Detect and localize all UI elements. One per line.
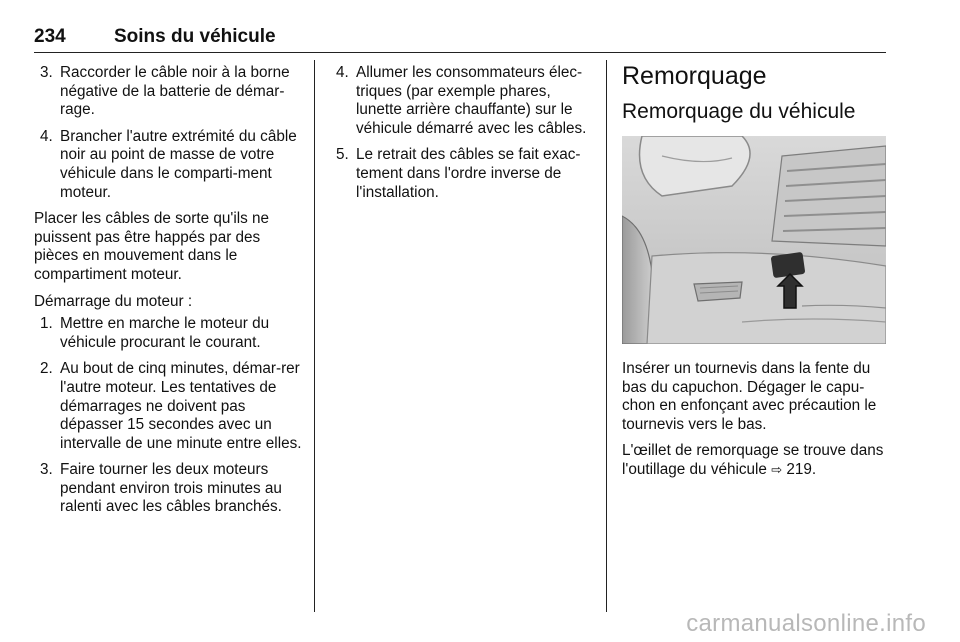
column-1: [34, 64, 302, 525]
paragraph: Placer les câbles de sorte qu'ils ne puissent pas être happés par des pièces en mouvement dans le compartiment moteur.: [34, 210, 270, 283]
list-item: 1. Mettre en marche le moteur du véhicule procurant le courant.: [40, 315, 270, 351]
page-number: 234: [34, 26, 66, 47]
section-title: Soins du véhicule: [114, 26, 276, 47]
page-header: [34, 22, 886, 53]
list-item: 3. Raccorder le câble noir à la borne négative de la batterie de démar-rage.: [40, 64, 290, 119]
paragraph: Insérer un tournevis dans la fente du bas du capuchon. Dégager le capu-chon en enfonçant avec précaution le tournevis vers le bas.: [622, 360, 877, 433]
car-bumper-image: [622, 136, 886, 344]
list-item: 5. Le retrait des câbles se fait exac-tement dans l'ordre inverse de l'installation.: [336, 146, 581, 201]
list-item: 3. Faire tourner les deux moteurs pendant environ trois minutes au ralenti avec les câbles branchés.: [40, 461, 282, 516]
list-item: 4. Brancher l'autre extrémité du câble noir au point de masse de votre véhicule dans le comparti-ment moteur.: [40, 127, 297, 201]
column-divider: [314, 60, 315, 612]
heading-remorquage-vehicule: Remorquage du véhicule: [622, 100, 856, 123]
column-divider: [606, 60, 607, 612]
car-front-illustration: [622, 136, 886, 344]
page-reference-arrow-icon: ⇨: [771, 462, 783, 478]
column-3: [622, 62, 888, 489]
page-reference[interactable]: 219.: [786, 460, 817, 478]
watermark: carmanualsonline.info: [686, 610, 926, 637]
paragraph: L'œillet de remorquage se trouve dans l'outillage du véhicule ⇨ 219.: [622, 442, 884, 478]
list-item: 4. Allumer les consommateurs élec-triques (par exemple phares, lunette arrière chauffante) sur le véhicule démarré avec les câbles.: [336, 64, 587, 137]
heading-remorquage: Remorquage: [622, 62, 767, 90]
column-2: [330, 64, 594, 210]
list-item: 2. Au bout de cinq minutes, démar-rer l'autre moteur. Les tentatives de démarrages ne doivent pas dépasser 15 secondes avec un intervalle de une minute entre elles.: [40, 360, 302, 452]
paragraph: Démarrage du moteur :: [34, 292, 193, 310]
